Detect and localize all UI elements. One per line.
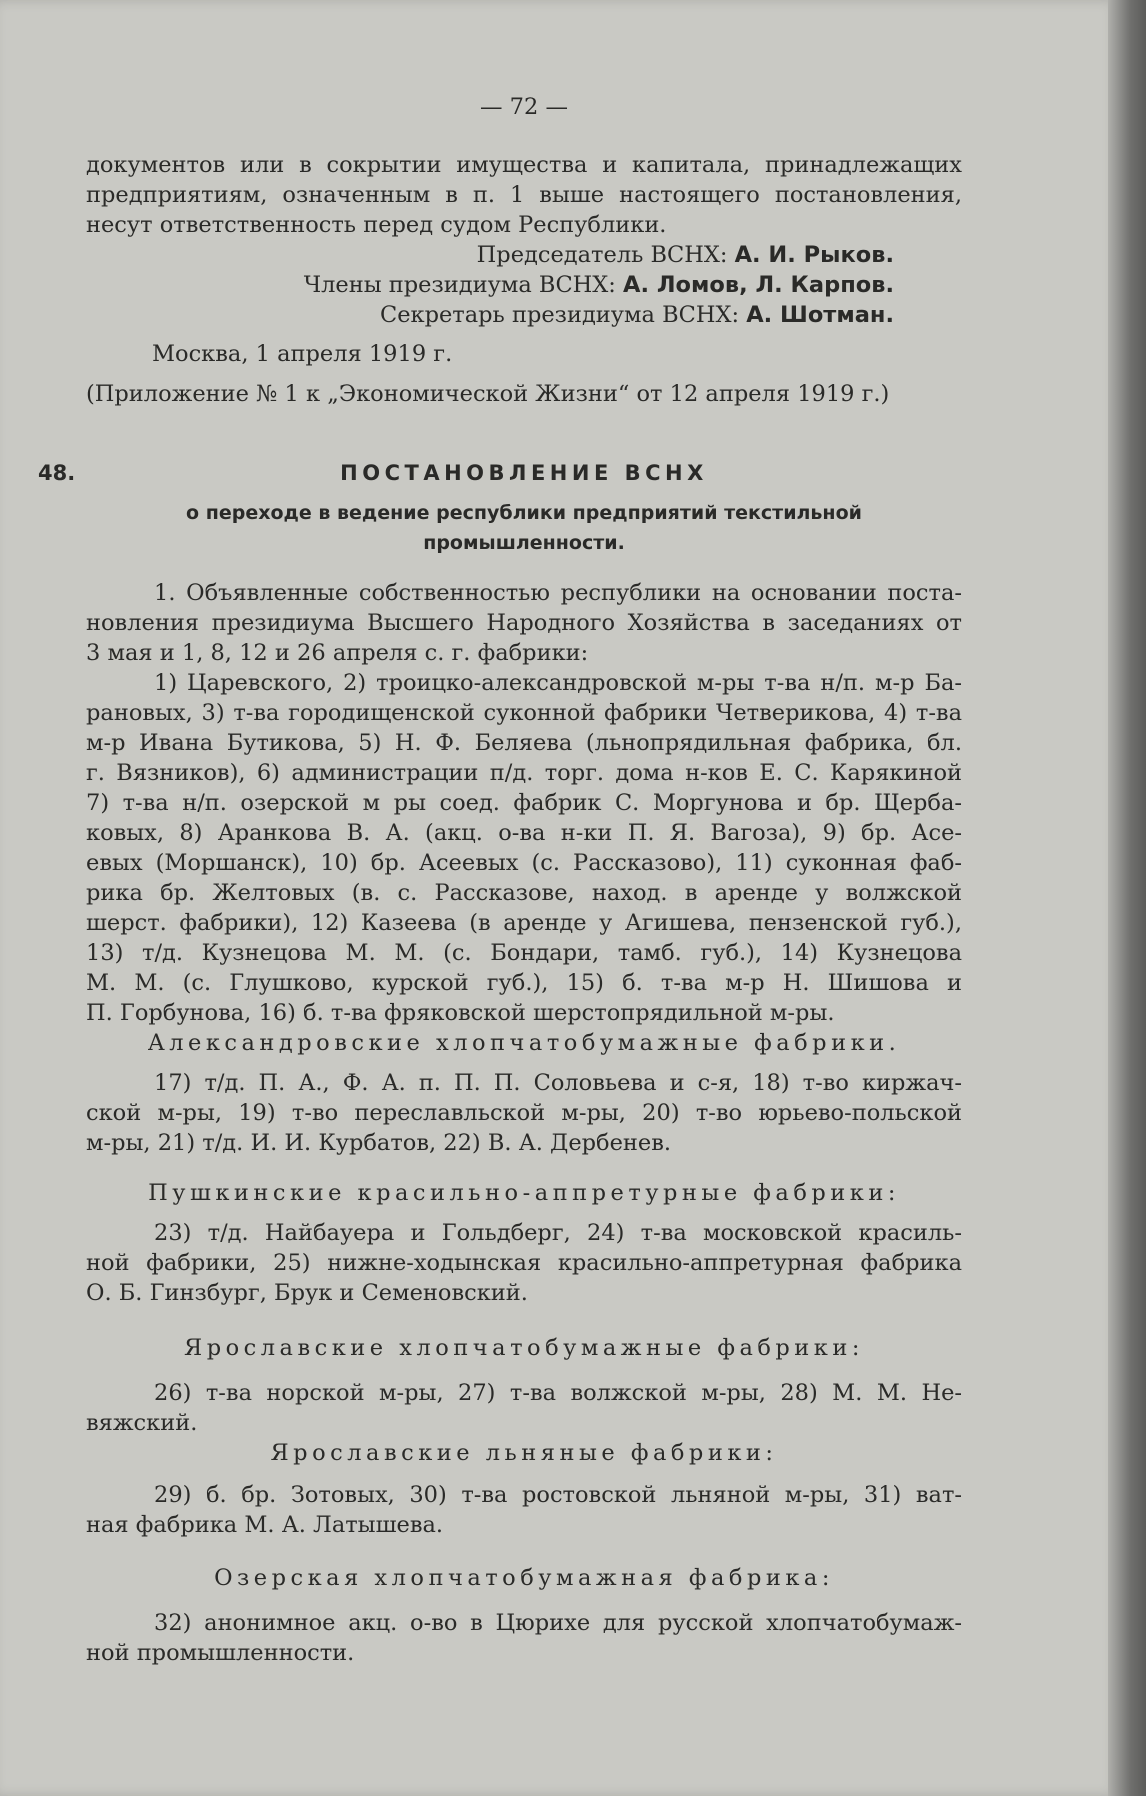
group-heading: Озерская хлопчатобумажная фабрика: [214,1565,834,1591]
signature-names: А. Ломов, Л. Карпов. [623,272,894,298]
page-number: — 72 — [480,94,568,120]
list-line: г. Вязников), 6) администрации п/д. торг. дома н-ков Е. С. Карякиной [86,760,962,786]
list-line: ная фабрика М. А. Латышева. [86,1512,444,1538]
page-binding-edge [1108,0,1146,1796]
group-list [86,1608,962,1668]
text-line: документов или в сокрытии имущества и капитала, принадлежащих [86,152,962,178]
list-line: 17) т/д. П. А., Ф. А. п. П. П. Соловьева и с-я, 18) т-во киржач- [154,1070,962,1096]
group-heading: Пушкинские красильно-аппретурные фабрики: [148,1180,900,1206]
text-line: новления президиума Высшего Народного Хозяйства в заседаниях от [86,610,962,636]
list-line: П. Горбунова, 16) б. т-ва фряковской шерстопрядильной м-ры. [86,1000,835,1026]
list-line: ной фабрики, 25) нижне-ходынская красильно-аппретурная фабрика [86,1250,962,1276]
place-date: Москва, 1 апреля 1919 г. [152,341,453,367]
list-line: О. Б. Гинзбург, Брук и Семеновский. [86,1280,528,1306]
signature-secretary [86,300,894,330]
list-line: М. М. (с. Глушково, курской губ.), 15) б. т-ва м-р Н. Шишова и [86,970,962,996]
paragraph-1 [86,578,962,668]
group-list [86,1378,962,1438]
list-line: рика бр. Желтовых (в. с. Рассказове, наход. в аренде у волжской [86,880,962,906]
group-heading: Ярославские хлопчатобумажные фабрики: [184,1335,864,1361]
group-list [86,1068,962,1158]
list-line: 1) Царевского, 2) троицко-александровской м-ры т-ва н/п. м-р Ба- [154,670,962,696]
signature-role: Члены президиума ВСНХ: [303,272,616,298]
group-list [86,1218,962,1308]
list-line: ной промышленности. [86,1640,355,1666]
list-line: 32) анонимное акц. о-во в Цюрихе для русской хлопчатобумаж- [154,1610,962,1636]
source-note: (Приложение № 1 к „Экономической Жизни“ от 12 апреля 1919 г.) [86,381,890,407]
list-line: 29) б. бр. Зотовых, 30) т-ва ростовской льняной м-ры, 31) ват- [154,1482,962,1508]
list-line: ской м-ры, 19) т-во переславльской м-ры, 20) т-во юрьево-польской [86,1100,962,1126]
text-line: предприятиям, означенным в п. 1 выше настоящего постановления, [86,182,962,208]
factory-list-1-16 [86,668,962,1028]
list-line: 23) т/д. Найбауера и Гольдберг, 24) т-ва московской красиль- [154,1220,962,1246]
text-line: 1. Объявленные собственностью республики на основании поста- [154,580,962,606]
list-line: евых (Моршанск), 10) бр. Асеевых (с. Рассказово), 11) суконная фаб- [86,850,962,876]
decree-title: ПОСТАНОВЛЕНИЕ ВСНХ [340,461,708,485]
text-line: 3 мая и 1, 8, 12 и 26 апреля с. г. фабрики: [86,640,589,666]
text-line: несут ответственность перед судом Республики. [86,212,667,238]
signature-role: Секретарь президиума ВСНХ: [379,302,740,328]
carryover-paragraph [86,150,962,240]
subtitle-line: о переходе в ведение республики предприятий текстильной [186,502,862,524]
signature-role: Председатель ВСНХ: [476,242,728,268]
list-line: м-ры, 21) т/д. И. И. Курбатов, 22) В. А. Дербенев. [86,1130,672,1156]
list-line: шерст. фабрики), 12) Казеева (в аренде у Агишева, пензенской губ.), [86,910,962,936]
decree-number: 48. [38,461,76,485]
list-line: вяжский. [86,1410,198,1436]
list-line: рановых, 3) т-ва городищенской суконной фабрики Четверикова, 4) т-ва [86,700,962,726]
signature-chairman [86,240,894,270]
group-heading: Александровские хлопчатобумажные фабрики. [147,1030,901,1056]
list-line: ковых, 8) Аранкова В. А. (акц. о-ва н-ки П. Я. Вагоза), 9) бр. Асе- [86,820,962,846]
signature-members [86,270,894,300]
subtitle-line: промышленности. [423,532,625,554]
list-line: 7) т-ва н/п. озерской м ры соед. фабрик С. Моргунова и бр. Щерба- [86,790,962,816]
decree-subtitle [86,498,962,558]
list-line: 13) т/д. Кузнецова М. М. (с. Бондари, тамб. губ.), 14) Кузнецова [86,940,962,966]
signature-names: А. Шотман. [746,302,894,328]
group-list [86,1480,962,1540]
group-heading: Ярославские льняные фабрики: [270,1440,778,1466]
list-line: 26) т-ва норской м-ры, 27) т-ва волжской м-ры, 28) М. М. Не- [154,1380,962,1406]
list-line: м-р Ивана Бутикова, 5) Н. Ф. Беляева (льнопрядильная фабрика, бл. [86,730,962,756]
signature-block [86,240,894,330]
signature-names: А. И. Рыков. [734,242,894,268]
